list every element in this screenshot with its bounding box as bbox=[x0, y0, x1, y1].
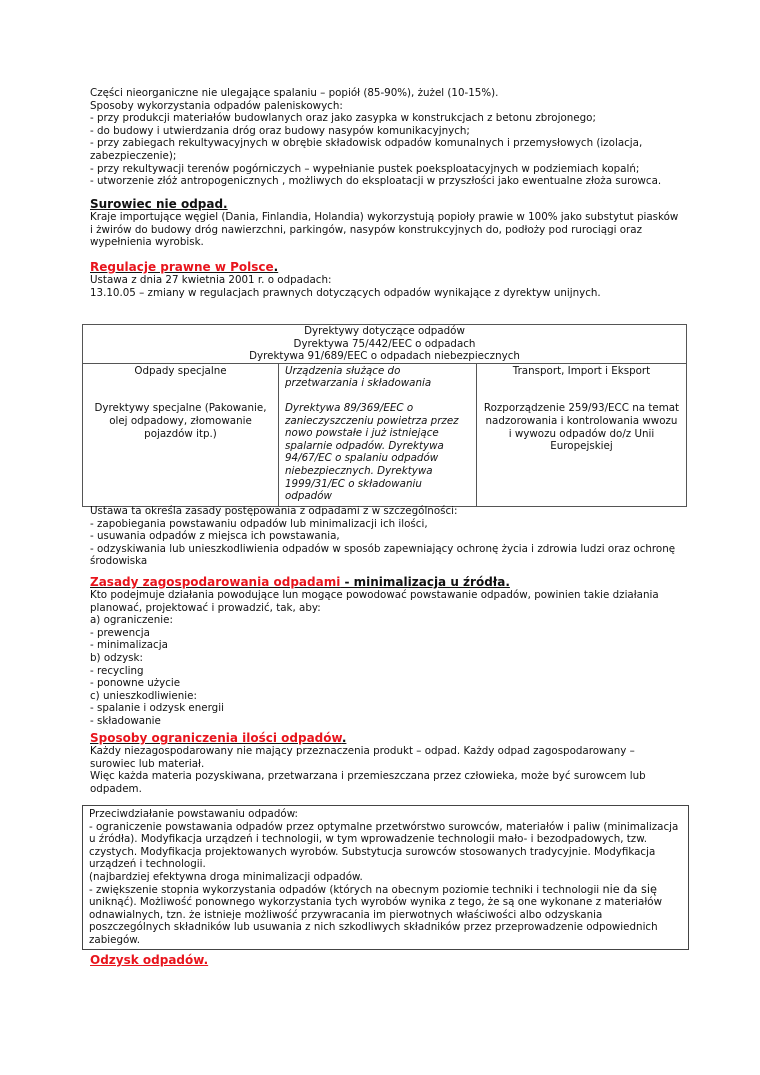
heading-dot: . bbox=[273, 260, 279, 274]
przeciwdzialanie-box bbox=[82, 805, 689, 950]
list-item: a) ograniczenie: bbox=[90, 614, 173, 627]
box-para-2: (najbardziej efektywna droga minimalizacji odpadów. bbox=[89, 870, 363, 883]
section-regulacje bbox=[90, 260, 690, 299]
box-para-1: - ograniczenie powstawania odpadów przez optymalne przetwórstwo surowców, materiałów i paliw (minimalizacja u źródła). Modyfikacja urządzeń i technologii, w tym wprowadzenie technologii mało- i bezodpadowych, tzw. czystych. Modyfikacja projektowanych wyrobów. Substytucja surowców stosowanych tradycyjnie. Modyfikacja urządzeń i technologii. bbox=[89, 820, 679, 871]
column-body: Dyrektywy specjalne (Pakowanie, olej odpadowy, złomowanie pojazdów itp.) bbox=[94, 402, 267, 440]
box-para-3 bbox=[89, 884, 682, 947]
column-title: Odpady specjalne bbox=[134, 364, 227, 377]
ustawa-line-1: Ustawa ta określa zasady postępowania z odpadami z w szczególności: bbox=[90, 505, 458, 517]
table-cell-odpady-specjalne bbox=[83, 363, 279, 506]
box-title: Przeciwdziałanie powstawaniu odpadów: bbox=[89, 808, 299, 820]
directives-table bbox=[82, 324, 687, 507]
list-item: - spalanie i odzysk energii bbox=[90, 702, 224, 715]
section-body: Kto podejmuje działania powodujące lun mogące powodować powstawanie odpadów, powinien takie działania planować, projektować i prowadzić, tak, aby: bbox=[90, 589, 659, 614]
column-body: Rozporządzenie 259/93/ECC na temat nadzorowania i kontrolowania wwozu i wywozu odpadów do/z Unii Europejskiej bbox=[483, 402, 680, 453]
section-heading: Odzysk odpadów. bbox=[90, 953, 209, 967]
heading-red-text: Regulacje prawne w Polsce bbox=[90, 260, 274, 274]
section-zasady bbox=[90, 575, 680, 728]
list-item: - do budowy i utwierdzania dróg oraz budowy nasypów komunikacyjnych; bbox=[90, 124, 470, 137]
section-surowiec bbox=[90, 197, 680, 249]
heading-dot: . bbox=[341, 731, 347, 745]
list-item: - zapobiegania powstawaniu odpadów lub minimalizacji ich ilości, bbox=[90, 517, 428, 530]
regulacje-line-2: 13.10.05 – zmiany w regulacjach prawnych dotyczących odpadów wynikające z dyrektyw unijnych. bbox=[90, 286, 601, 299]
intro-line-1: Części nieorganiczne nie ulegające spalaniu – popiół (85-90%), żużel (10-15%). bbox=[90, 87, 499, 99]
table-cell-urzadzenia bbox=[279, 363, 477, 506]
header-line: Dyrektywa 75/442/EEC o odpadach bbox=[293, 337, 476, 350]
list-item: - prewencja bbox=[90, 626, 150, 639]
list-item: - minimalizacja bbox=[90, 639, 168, 652]
section-sposoby bbox=[90, 731, 680, 795]
list-item: - utworzenie złóż antropogenicznych , możliwych do eksploatacji w przyszłości jako ewentualne złoża surowca. bbox=[90, 175, 662, 188]
column-body: Dyrektywa 89/369/EEC o zanieczyszczeniu powietrza przez nowo powstałe i już istniejące spalarnie odpadów. Dyrektywa 94/67/EC o spalaniu odpadów niebezpiecznych. Dyrektywa 1999/31/EC o składowaniu odpadów bbox=[285, 401, 459, 503]
box-para-3-a: - zwiększenie stopnia wykorzystania odpadów (których na obecnym poziomie techniki i technologii bbox=[89, 883, 603, 896]
heading-red-text: Zasady zagospodarowania odpadami bbox=[90, 575, 341, 589]
sposoby-line-2: Więc każda materia pozyskiwana, przetwarzana i przemieszczana przez człowieka, może być surowcem lub odpadem. bbox=[90, 770, 646, 795]
intro-block bbox=[90, 87, 680, 188]
list-item: - recycling bbox=[90, 664, 144, 677]
table-cell-transport bbox=[477, 363, 687, 506]
intro-line-2: Sposoby wykorzystania odpadów paleniskowych: bbox=[90, 99, 343, 112]
section-heading bbox=[90, 731, 680, 745]
list-item: - składowanie bbox=[90, 714, 161, 727]
header-line: Dyrektywa 91/689/EEC o odpadach niebezpiecznych bbox=[249, 350, 520, 363]
table-header-row bbox=[83, 325, 687, 364]
list-item: - usuwania odpadów z miejsca ich powstawania, bbox=[90, 530, 340, 543]
list-item: - odzyskiwania lub unieszkodliwienia odpadów w sposób zapewniający ochronę życia i zdrowia ludzi oraz ochronę środowiska bbox=[90, 542, 676, 568]
section-heading bbox=[90, 575, 680, 589]
column-title: Transport, Import i Eksport bbox=[512, 364, 651, 377]
table-row bbox=[83, 363, 687, 506]
header-line: Dyrektywy dotyczące odpadów bbox=[304, 325, 465, 337]
list-item: c) unieszkodliwienie: bbox=[90, 689, 197, 702]
box-para-3-emph: nie da się bbox=[602, 882, 657, 896]
section-heading bbox=[90, 260, 690, 274]
box-para-3-c: uniknąć). Możliwość ponownego wykorzystania tych wyrobów wynika z tego, że są one wykonane z materiałów odnawialnych, tzn. że istnieje możliwość przywracania im pierwotnych właściwości albo odzyskania poszczególnych składników lub usuwania z nich szkodliwych składników przez przeprowadzenie odpowiednich zabiegów. bbox=[89, 896, 663, 946]
list-item: - ponowne użycie bbox=[90, 677, 181, 690]
section-heading: Surowiec nie odpad. bbox=[90, 197, 228, 211]
list-item: - przy zabiegach rekultywacyjnych w obrębie składowisk odpadów komunalnych i przemysłowych (izolacja, zabezpieczenie); bbox=[90, 137, 643, 162]
column-title: Urządzenia służące do przetwarzania i składowania bbox=[285, 364, 432, 390]
sposoby-line-1: Każdy niezagospodarowany nie mający przeznaczenia produkt – odpad. Każdy odpad zagospodarowany – surowiec lub materiał. bbox=[90, 745, 635, 770]
list-item: b) odzysk: bbox=[90, 651, 143, 664]
heading-red-text: Sposoby ograniczenia ilości odpadów bbox=[90, 731, 342, 745]
ustawa-block bbox=[90, 505, 680, 568]
section-body: Kraje importujące węgiel (Dania, Finlandia, Holandia) wykorzystują popioły prawie w 100% jako substytut piasków i żwirów do budowy dróg nawierzchni, parkingów, nasypów konstrukcyjnych do, podłoży pod rurociągi oraz wypełnienia wyrobisk. bbox=[90, 211, 679, 249]
heading-black-text: - minimalizacja u źródła. bbox=[340, 575, 510, 589]
regulacje-line-1: Ustawa z dnia 27 kwietnia 2001 r. o odpadach: bbox=[90, 274, 332, 286]
table-header-cell bbox=[83, 325, 687, 364]
list-item: - przy produkcji materiałów budowlanych oraz jako zasypka w konstrukcjach z betonu zbrojonego; bbox=[90, 112, 596, 125]
list-item: - przy rekultywacji terenów pogórniczych – wypełnianie pustek poeksploatacyjnych w podziemiach kopalń; bbox=[90, 162, 640, 175]
section-odzysk bbox=[90, 953, 690, 967]
